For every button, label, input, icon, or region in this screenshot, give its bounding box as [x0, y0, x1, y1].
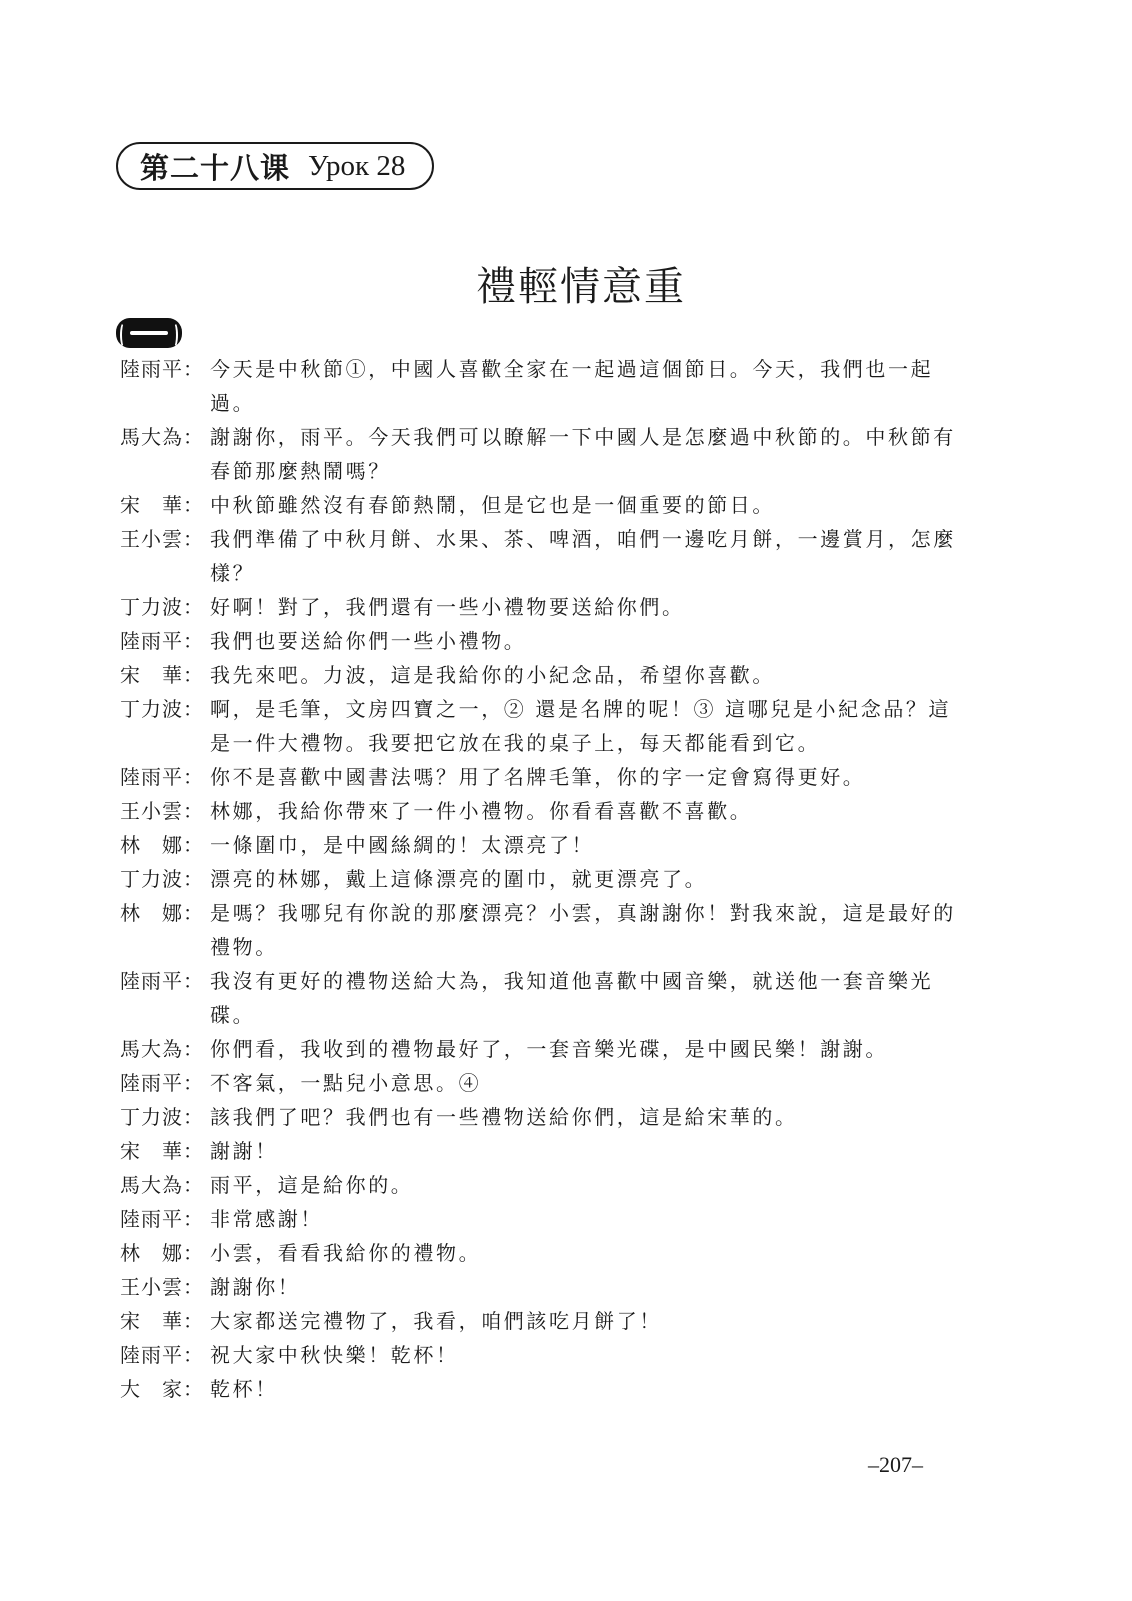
speech-text: 一條圍巾，是中國絲綢的！太漂亮了！ — [210, 833, 595, 857]
dialogue-line — [120, 1032, 958, 1066]
speaker-name: 馬大為： — [120, 1173, 204, 1197]
speaker-name: 陸雨平： — [120, 1207, 204, 1231]
dialogue-line — [120, 794, 958, 828]
dialogue-line — [120, 862, 958, 896]
speaker-name: 馬大為： — [120, 425, 204, 449]
speech-text: 林娜，我給你帶來了一件小禮物。你看看喜歡不喜歡。 — [210, 799, 753, 823]
dialogue-line — [120, 896, 958, 964]
speaker-name: 宋 華： — [120, 493, 204, 517]
speaker-name: 宋 華： — [120, 1139, 204, 1163]
speech-text: 中秋節雖然沒有春節熱鬧，但是它也是一個重要的節日。 — [210, 493, 775, 517]
lesson-number-russian: Урок 28 — [308, 149, 406, 182]
page-number: –207– — [868, 1452, 923, 1477]
dialogue-line — [120, 1168, 958, 1202]
speech-text: 今天是中秋節①，中國人喜歡全家在一起過這個節日。今天，我們也一起過。 — [210, 357, 934, 415]
speaker-name: 宋 華： — [120, 663, 204, 687]
dialogue-line — [120, 1236, 958, 1270]
dialogue-line — [120, 1304, 958, 1338]
speech-text: 是嗎？我哪兒有你說的那麼漂亮？小雲，真謝謝你！對我來說，這是最好的禮物。 — [210, 901, 956, 959]
speaker-name: 馬大為： — [120, 1037, 204, 1061]
speech-text: 你不是喜歡中國書法嗎？用了名牌毛筆，你的字一定會寫得更好。 — [210, 765, 866, 789]
speech-text: 謝謝你！ — [210, 1275, 301, 1299]
speech-text: 小雲，看看我給你的禮物。 — [210, 1241, 482, 1265]
dialogue-line — [120, 420, 958, 488]
speaker-name: 大 家： — [120, 1377, 204, 1401]
speech-text: 該我們了吧？我們也有一些禮物送給你們，這是給宋華的。 — [210, 1105, 798, 1129]
speaker-name: 陸雨平： — [120, 629, 204, 653]
dialogue — [120, 352, 958, 1406]
dialogue-line — [120, 828, 958, 862]
dialogue-line — [120, 1372, 958, 1406]
lesson-title: 禮輕情意重 — [476, 263, 686, 310]
speech-text: 雨平，這是給你的。 — [210, 1173, 414, 1197]
speech-text: 我先來吧。力波，這是我給你的小紀念品，希望你喜歡。 — [210, 663, 775, 687]
dialogue-line — [120, 760, 958, 794]
speech-text: 我們準備了中秋月餅、水果、茶、啤酒，咱們一邊吃月餅，一邊賞月，怎麼樣？ — [210, 527, 956, 585]
speech-text: 非常感謝！ — [210, 1207, 323, 1231]
speaker-name: 丁力波： — [120, 867, 204, 891]
dialogue-line — [120, 352, 958, 420]
speaker-name: 林 娜： — [120, 901, 204, 925]
speaker-name: 王小雲： — [120, 527, 204, 551]
speaker-name: 林 娜： — [120, 1241, 204, 1265]
speech-text: 好啊！對了，我們還有一些小禮物要送給你們。 — [210, 595, 685, 619]
dialogue-line — [120, 1202, 958, 1236]
speech-text: 謝謝！ — [210, 1139, 278, 1163]
speaker-name: 宋 華： — [120, 1309, 204, 1333]
speaker-name: 王小雲： — [120, 799, 204, 823]
speaker-name: 陸雨平： — [120, 1343, 204, 1367]
dialogue-line — [120, 1338, 958, 1372]
speaker-name: 王小雲： — [120, 1275, 204, 1299]
lesson-banner — [116, 142, 434, 190]
speech-text: 我沒有更好的禮物送給大為，我知道他喜歡中國音樂，就送他一套音樂光碟。 — [210, 969, 934, 1027]
speaker-name: 林 娜： — [120, 833, 204, 857]
speaker-name: 丁力波： — [120, 697, 204, 721]
dialogue-line — [120, 590, 958, 624]
speaker-name: 丁力波： — [120, 595, 204, 619]
speech-text: 不客氣，一點兒小意思。④ — [210, 1071, 482, 1095]
speaker-name: 陸雨平： — [120, 357, 204, 381]
dialogue-line — [120, 1066, 958, 1100]
speech-text: 我們也要送給你們一些小禮物。 — [210, 629, 527, 653]
speaker-name: 陸雨平： — [120, 1071, 204, 1095]
speech-text: 謝謝你，雨平。今天我們可以瞭解一下中國人是怎麼過中秋節的。中秋節有春節那麼熱鬧嗎？ — [210, 425, 956, 483]
section-badge — [116, 318, 182, 348]
speech-text: 祝大家中秋快樂！乾杯！ — [210, 1343, 459, 1367]
lesson-number-chinese: 第二十八课 — [140, 150, 291, 185]
speech-text: 乾杯！ — [210, 1377, 278, 1401]
speaker-name: 陸雨平： — [120, 969, 204, 993]
dialogue-line — [120, 1100, 958, 1134]
speaker-name: 陸雨平： — [120, 765, 204, 789]
dialogue-line — [120, 522, 958, 590]
speech-text: 啊，是毛筆，文房四寶之一，② 還是名牌的呢！③ 這哪兒是小紀念品？這是一件大禮物。我要把它放在我的桌子上，每天都能看到它。 — [210, 697, 952, 755]
dialogue-line — [120, 1270, 958, 1304]
speaker-name: 丁力波： — [120, 1105, 204, 1129]
dialogue-line — [120, 488, 958, 522]
speech-text: 大家都送完禮物了，我看，咱們該吃月餅了！ — [210, 1309, 662, 1333]
dialogue-line — [120, 658, 958, 692]
dialogue-line — [120, 624, 958, 658]
dialogue-line — [120, 964, 958, 1032]
dialogue-line — [120, 1134, 958, 1168]
speech-text: 漂亮的林娜，戴上這條漂亮的圍巾，就更漂亮了。 — [210, 867, 708, 891]
dialogue-line — [120, 692, 958, 760]
speech-text: 你們看，我收到的禮物最好了，一套音樂光碟，是中國民樂！謝謝。 — [210, 1037, 888, 1061]
